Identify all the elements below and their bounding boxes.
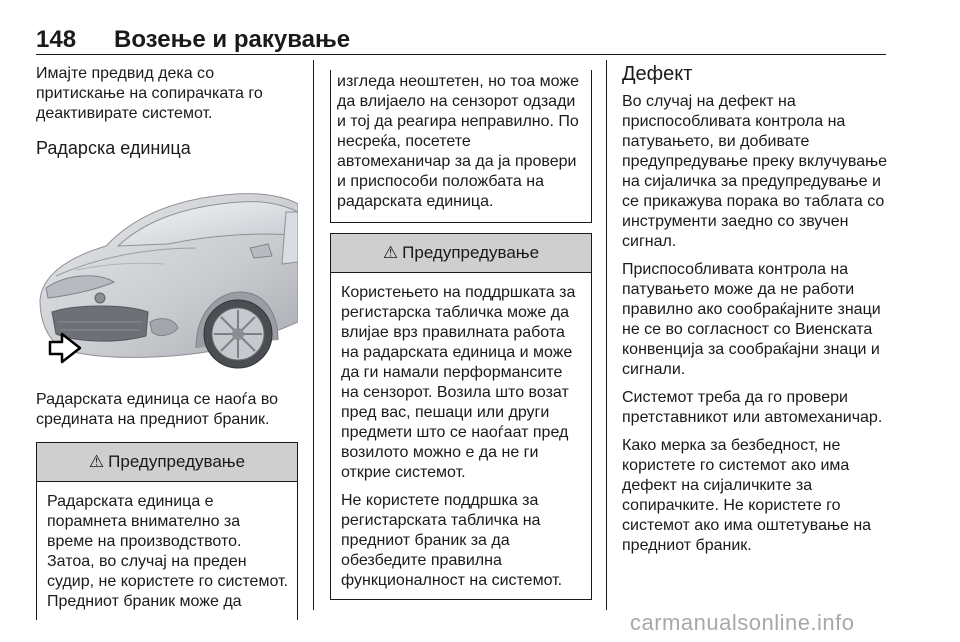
column-3 — [622, 64, 890, 556]
warning-title: Предупредување — [402, 243, 540, 262]
malfunction-heading: Дефект — [622, 63, 693, 85]
watermark: carmanualsonline.info — [630, 610, 855, 635]
warning-box-1-continued — [330, 70, 592, 223]
warning-body — [37, 482, 297, 620]
radar-location-caption: Радарската единица се наоѓа во средината на предниот браник. — [36, 391, 279, 428]
radar-unit-heading: Радарска единица — [36, 138, 191, 158]
warning-text: Радарската единица е порамнета внимателно за време на производството. Затоа, во случај на преден судир, не користете го системот. Предниот браник може да — [47, 493, 288, 610]
car-front-drawing — [36, 172, 298, 374]
malfunction-paragraph-4: Како мерка за безбедност, не користете го системот ако има дефект на сијаличките за сопирачките. Не користете го системот ако има оштетување на предниот браник. — [622, 437, 872, 554]
column-1 — [36, 64, 298, 620]
warning-title: Предупредување — [108, 452, 246, 471]
intro-paragraph: Имајте предвид дека со притискање на сопирачката го деактивирате системот. — [36, 65, 263, 122]
malfunction-paragraph-2: Приспособливата контрола на патувањето може да не работи правилно ако сообраќајните знаци не се во согласност со Виенската конвенција за сообраќајни знаци и сигнали. — [622, 261, 881, 378]
warning-continued-text: изгледа неоштетен, но тоа може да влијаело на сензорот одзади и тој да реагира неправилно. По несреќа, посетете автомеханичар за да ја провери и приспособи положбата на радарската единица. — [337, 73, 579, 210]
warning-box-2 — [330, 233, 592, 600]
warning-paragraph-2: Не користете поддршка за регистарската табличка на предниот браник за да обезбедите правилна функционалност на системот. — [341, 492, 563, 589]
column-divider-2 — [606, 60, 607, 610]
malfunction-paragraph-3: Системот треба да го провери претставникот или автомеханичар. — [622, 389, 883, 426]
malfunction-paragraph-1: Во случај на дефект на приспособливата контрола на патувањето, ви добивате предупредување преку вклучување на сијаличка за предупредување и се прикажува порака во таблата со инструменти заедно со звучен сигнал. — [622, 93, 888, 250]
warning-paragraph-1: Користењето на поддршката за регистарска табличка може да влијае врз правилната работа на радарската единица и може да ги намали перформансите на сензорот. Возила што возат пред вас, пешаци или други предмети што се наоѓаат пред возилото можно е да не ги открие системот. — [341, 284, 576, 481]
chapter-title: Возење и ракување — [114, 26, 351, 53]
warning-box-1 — [36, 442, 298, 620]
column-divider-1 — [313, 60, 314, 610]
warning-header — [331, 234, 591, 273]
warning-icon: ⚠ — [88, 452, 105, 471]
warning-icon: ⚠ — [382, 243, 399, 262]
car-radar-illustration — [36, 172, 298, 374]
column-2 — [330, 70, 592, 600]
warning-header — [37, 443, 297, 482]
warning-body — [331, 273, 591, 599]
page-header — [36, 26, 886, 54]
header-divider — [36, 54, 886, 55]
page-number: 148 — [36, 26, 77, 53]
